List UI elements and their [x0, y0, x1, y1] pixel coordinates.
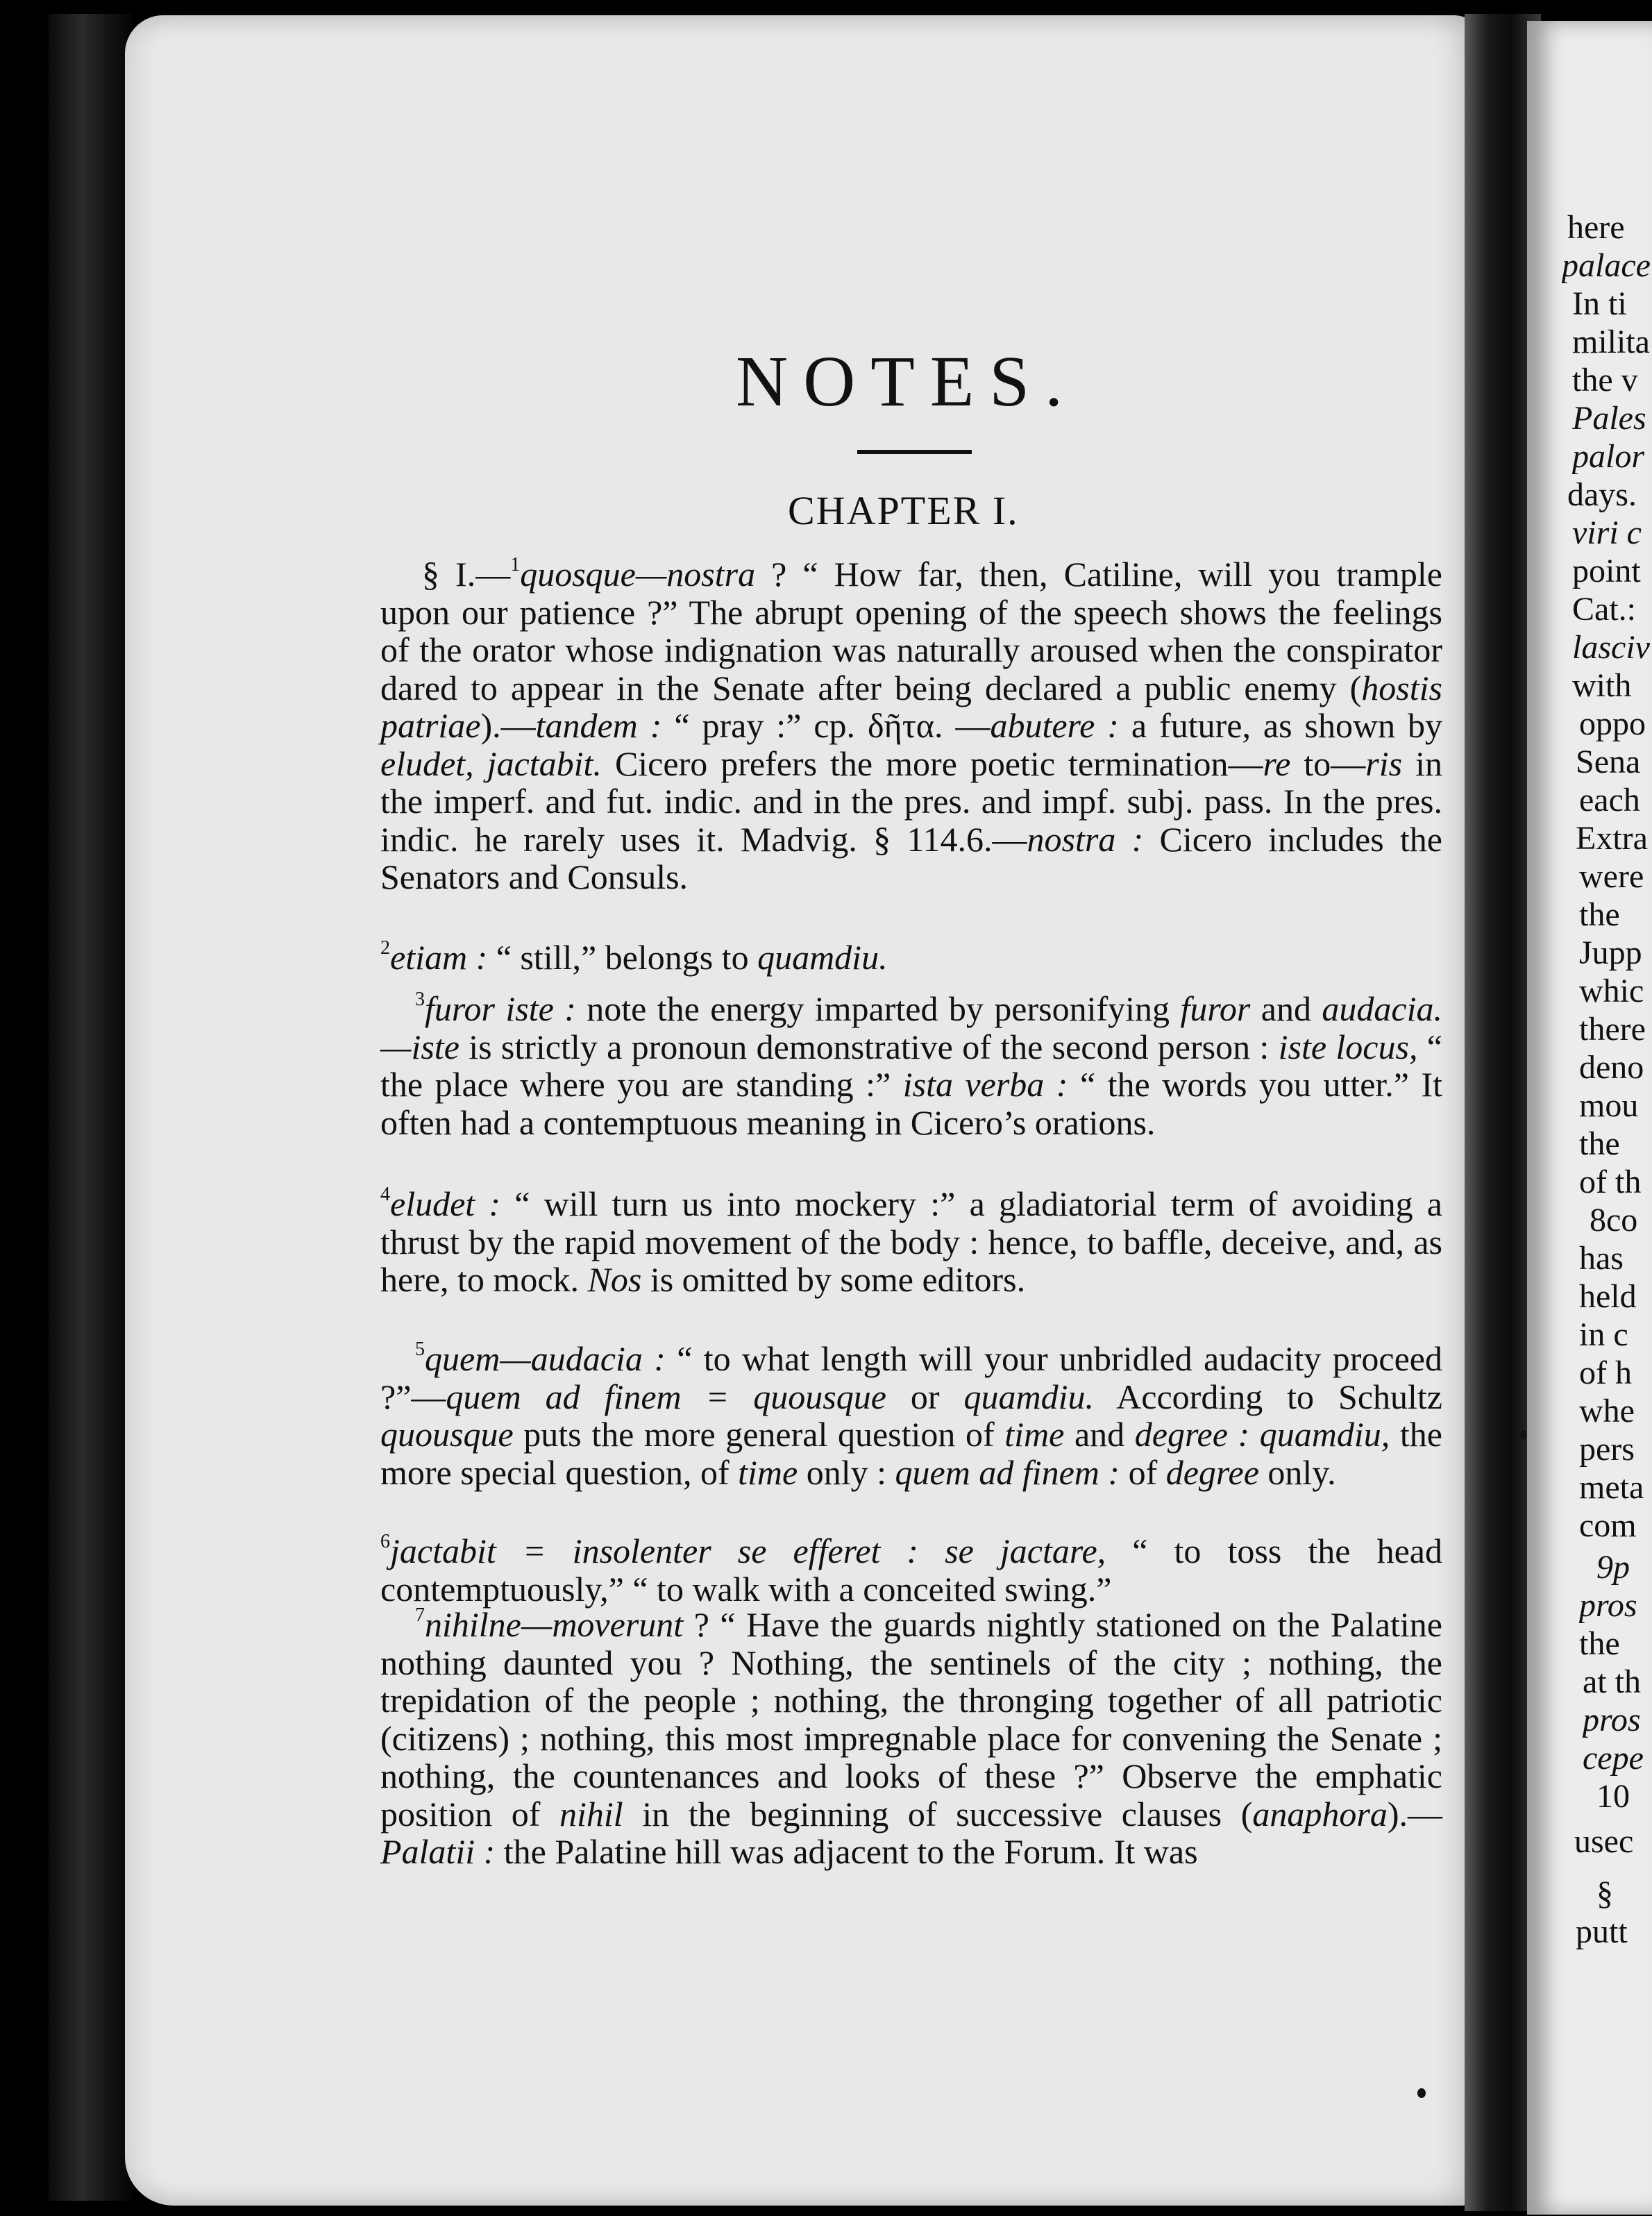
- italic-latin-term: tandem :: [535, 706, 662, 745]
- note-text: only.: [1258, 1452, 1336, 1492]
- right-page-line: palor: [1572, 438, 1645, 475]
- italic-latin-term: time: [738, 1452, 798, 1492]
- note-text: the more special question, of: [380, 1415, 1442, 1492]
- right-page-line: Jupp: [1579, 934, 1642, 971]
- chapter-heading: CHAPTER I.: [788, 488, 1019, 533]
- right-page-line: §: [1596, 1875, 1613, 1912]
- right-page-line: days.: [1567, 476, 1637, 513]
- italic-latin-term: time: [1004, 1415, 1065, 1454]
- italic-latin-term: ista verba :: [902, 1065, 1068, 1104]
- note-paragraph: [380, 1606, 1442, 1871]
- italic-latin-term: quem ad finem = quousque: [446, 1377, 886, 1416]
- italic-latin-term: quamdiu.: [757, 938, 888, 977]
- footnote-number: 3: [415, 989, 425, 1010]
- note-paragraph: [380, 1340, 1442, 1491]
- italic-latin-term: audacia.—iste: [380, 989, 1442, 1066]
- note-text: “ still,” belongs to: [487, 938, 758, 977]
- right-page-line: point: [1572, 553, 1641, 589]
- right-page-line: of h: [1579, 1354, 1632, 1391]
- note-text: Cicero includes the Senators and Consuls.: [380, 819, 1442, 896]
- italic-latin-term: ris: [1365, 744, 1403, 783]
- italic-latin-term: furor iste :: [425, 989, 576, 1028]
- right-page-line: each: [1579, 782, 1640, 819]
- footnote-number: 6: [380, 1531, 390, 1552]
- italic-latin-term: degree: [1165, 1452, 1259, 1492]
- ink-speck: [1417, 2088, 1426, 2098]
- italic-latin-term: iste locus,: [1278, 1027, 1418, 1066]
- right-page-line: In ti: [1572, 285, 1627, 322]
- note-text: in the imperf. and fut. indic. and in the pres. and impf. subj. pass. In the pres. indic. he rarely uses it. Madvig. § 114.6.—: [380, 744, 1442, 859]
- note-text: or: [886, 1377, 964, 1416]
- note-paragraph: [380, 990, 1442, 1141]
- italic-latin-term: Palatii :: [380, 1832, 496, 1871]
- note-text: the Palatine hill was adjacent to the Forum. It was: [495, 1832, 1198, 1871]
- note-text: is omitted by some editors.: [641, 1260, 1026, 1299]
- right-page-line: lasciv: [1572, 629, 1650, 666]
- italic-latin-term: jactabit = insolenter se efferet : se jactare,: [390, 1531, 1106, 1570]
- right-page-line: milita: [1572, 324, 1650, 360]
- right-page-line: Cat.:: [1572, 591, 1636, 628]
- right-page-line: the: [1579, 1625, 1620, 1662]
- right-page-line: with: [1572, 667, 1632, 704]
- italic-latin-term: Nos: [587, 1260, 642, 1299]
- italic-latin-term: degree : quamdiu,: [1134, 1415, 1390, 1454]
- right-page-line: were: [1579, 858, 1644, 895]
- note-paragraph: [380, 555, 1442, 896]
- note-paragraph: [380, 1185, 1442, 1299]
- footnote-number: 1: [510, 554, 521, 576]
- right-page-line: Sena: [1576, 744, 1641, 780]
- right-page-line: usec: [1574, 1823, 1634, 1860]
- note-text: “ the words you utter.” It often had a contemptuous meaning in Cicero’s orations.: [380, 1065, 1443, 1142]
- right-page-line: meta: [1579, 1469, 1644, 1506]
- right-page-line: deno: [1579, 1049, 1644, 1086]
- right-page-line: palace: [1562, 247, 1651, 284]
- italic-latin-term: re: [1263, 744, 1291, 783]
- right-page-line: whic: [1579, 973, 1644, 1009]
- note-paragraph: [380, 1532, 1442, 1608]
- right-page-line: in c: [1579, 1316, 1628, 1353]
- right-page-line: 10: [1596, 1778, 1630, 1815]
- footnote-number: 2: [380, 937, 390, 959]
- right-page-line: com: [1579, 1507, 1637, 1544]
- right-page-line: of th: [1579, 1164, 1642, 1200]
- italic-latin-term: nihilne—moverunt: [425, 1605, 684, 1644]
- right-page-line: held: [1579, 1278, 1637, 1315]
- title-rule: [857, 450, 972, 454]
- italic-latin-term: anaphora: [1252, 1794, 1388, 1833]
- note-text: of: [1120, 1452, 1166, 1492]
- ink-speck: [1520, 1430, 1526, 1440]
- right-page-line: viri c: [1572, 514, 1642, 551]
- note-text: “ to what length will your unbridled audacity proceed ?”—: [380, 1339, 1442, 1416]
- italic-latin-term: quem ad finem :: [895, 1452, 1120, 1492]
- right-page-line: 9p: [1596, 1549, 1630, 1586]
- right-page-line: the v: [1572, 362, 1638, 398]
- right-page-line: putt: [1576, 1913, 1628, 1950]
- note-text: Cicero prefers the more poetic termination—: [601, 744, 1263, 783]
- right-page-line: the: [1579, 896, 1620, 933]
- right-page-line: pros: [1583, 1702, 1641, 1738]
- note-text: § I.—: [422, 555, 511, 594]
- note-text: and: [1250, 989, 1322, 1028]
- right-page-line: Extra: [1576, 820, 1648, 857]
- italic-latin-term: hostis patriae: [380, 668, 1442, 745]
- italic-latin-term: nihil: [559, 1794, 623, 1833]
- right-page-line: Pales: [1572, 400, 1646, 437]
- footnote-number: 5: [415, 1338, 425, 1360]
- italic-latin-term: quem—audacia :: [425, 1339, 666, 1378]
- italic-latin-term: quousque: [380, 1415, 514, 1454]
- note-text: ? “ Have the guards nightly stationed on the Palatine nothing daunted you ? Nothing, the sentinels of the city ; nothing, the trepidation of the people ; nothing, the thronging together of all patriotic (citizens) ; nothing, this most impregnable place for convening the Senate ; nothing, the countenances and looks of these ?” Observe the emphatic position of: [380, 1605, 1442, 1833]
- note-text: only :: [798, 1452, 895, 1492]
- note-text: is strictly a pronoun demonstrative of the second person :: [459, 1027, 1279, 1066]
- note-text: “ will turn us into mockery :” a gladiatorial term of avoiding a thrust by the rapid movement of the body : hence, to baffle, deceive, and, as here, to mock.: [380, 1184, 1442, 1299]
- italic-latin-term: eludet :: [390, 1184, 501, 1223]
- right-page-line: pros: [1579, 1587, 1637, 1624]
- note-text: ? “ How far, then, Catiline, will you trample upon our patience ?” The abrupt opening of the speech shows the feelings of the orator whose indignation was naturally aroused when the conspirator dared to appear in the Senate after being declared a public enemy (: [380, 555, 1442, 707]
- book-spine: [49, 14, 132, 2201]
- italic-latin-term: quamdiu.: [963, 1377, 1094, 1416]
- italic-latin-term: furor: [1180, 989, 1251, 1028]
- note-text: puts the more general question of: [513, 1415, 1005, 1454]
- right-page-line: has: [1579, 1240, 1624, 1277]
- italic-latin-term: abutere :: [990, 706, 1119, 745]
- right-page-line: mou: [1579, 1087, 1639, 1124]
- right-page-line: there: [1579, 1011, 1646, 1048]
- italic-latin-term: etiam :: [390, 938, 488, 977]
- right-page-line: whe: [1579, 1393, 1635, 1429]
- note-text: “ to toss the head contemptuously,” “ to walk with a conceited swing.”: [380, 1531, 1442, 1609]
- footnote-number: 4: [380, 1184, 390, 1205]
- right-page-line: at th: [1583, 1663, 1641, 1700]
- right-page-line: oppo: [1579, 705, 1646, 742]
- note-text: and: [1064, 1415, 1135, 1454]
- right-page-line: the: [1579, 1125, 1620, 1162]
- right-page-line: 8co: [1590, 1202, 1638, 1239]
- note-text: ).—: [1387, 1794, 1442, 1833]
- note-text: a future, as shown by: [1118, 706, 1443, 745]
- footnote-number: 7: [415, 1604, 425, 1626]
- right-page-line: here: [1567, 209, 1625, 246]
- note-text: According to Schultz: [1094, 1377, 1442, 1416]
- right-page-line: cepe: [1583, 1740, 1644, 1777]
- note-text: note the energy imparted by personifying: [575, 989, 1181, 1028]
- page-title: NOTES.: [736, 342, 1079, 421]
- italic-latin-term: nostra :: [1027, 819, 1144, 859]
- italic-latin-term: eludet, jactabit.: [380, 744, 602, 783]
- note-text: to—: [1290, 744, 1366, 783]
- note-text: in the beginning of successive clauses (: [623, 1794, 1253, 1833]
- note-text: “ pray :” cp. δῆτα. —: [661, 706, 991, 745]
- note-paragraph: [380, 939, 1442, 977]
- note-text: “ the place where you are standing :”: [380, 1027, 1442, 1104]
- italic-latin-term: quosque—nostra: [520, 555, 756, 594]
- right-page-line: pers: [1579, 1431, 1635, 1468]
- note-text: ).—: [480, 706, 536, 745]
